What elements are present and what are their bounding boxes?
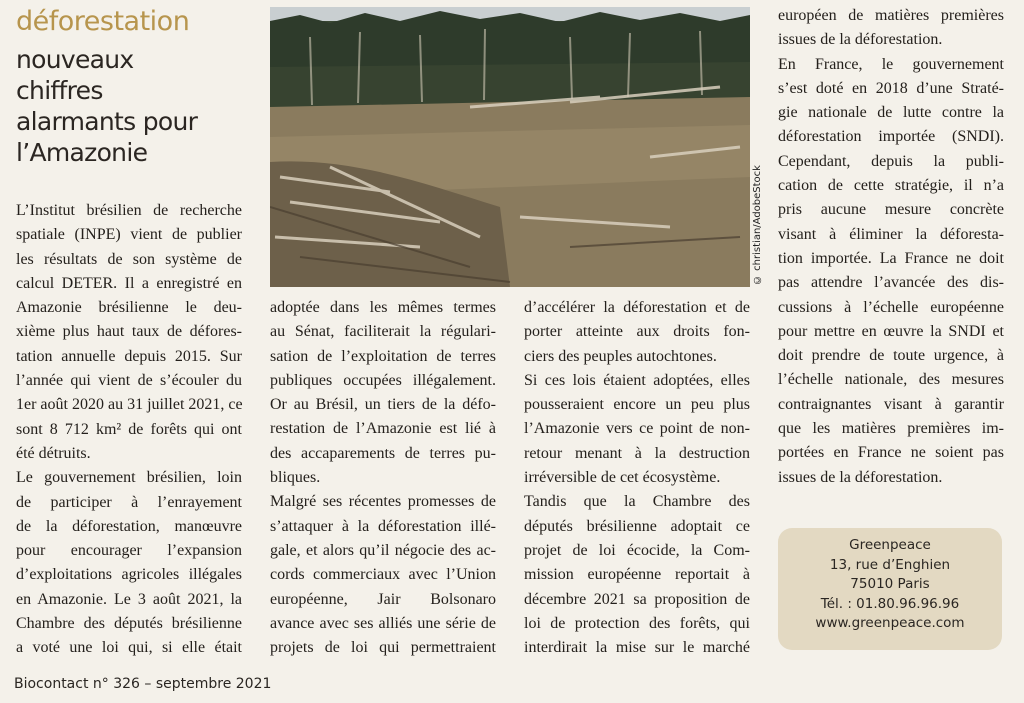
text-line: doit prendre de toute urgence, à — [778, 347, 1004, 365]
text-line: Chambre des députés brésilienne — [16, 615, 242, 633]
text-line: retour menant à la destruction — [524, 444, 750, 462]
text-line: Le gouvernement brésilien, loin — [16, 469, 242, 487]
text-line: xième plus haut taux de défores- — [16, 323, 242, 341]
text-line: gie nationale de lutte contre la — [778, 104, 1004, 122]
title-line: l’Amazonie — [16, 138, 148, 167]
text-line: spatiale (INPE) vient de publier — [16, 226, 242, 244]
text-line: au Sénat, faciliterait la régulari- — [270, 323, 496, 341]
text-line: l’Amazonie vers ce point de non- — [524, 420, 750, 438]
text-line: été détruits. — [16, 444, 91, 462]
text-column-4 — [778, 4, 1004, 490]
text-line: tion importée. La France ne doit — [778, 249, 1004, 267]
text-line: Amazonie brésilienne le deu- — [16, 299, 242, 317]
text-line: pousseraient encore un peu plus — [524, 396, 750, 414]
page-footer: Biocontact n° 326 – septembre 2021 — [14, 676, 272, 692]
title-line: alarmants pour — [16, 107, 198, 136]
text-line: projets de loi qui permettraient — [270, 639, 496, 657]
text-line: sont 8 712 km² de forêts qui ont — [16, 420, 242, 438]
text-line: porter atteinte aux droits fon- — [524, 323, 750, 341]
text-line: des accaparements de terres pu- — [270, 444, 496, 462]
text-line: s’est doté en 2018 d’une Straté- — [778, 79, 1004, 97]
text-line: décembre 2021 sa proposition de — [524, 590, 750, 608]
contact-box — [778, 528, 1002, 650]
text-line: issues de la déforestation. — [778, 31, 943, 49]
text-line: d’accélérer la déforestation et de — [524, 299, 750, 316]
text-line: tation annuelle depuis 2015. Sur — [16, 347, 242, 365]
text-line: l’année qui vient de s’écouler du — [16, 372, 242, 390]
contact-org: Greenpeace — [849, 537, 931, 553]
contact-phone: Tél. : 01.80.96.96.96 — [820, 595, 960, 612]
text-line: mission européenne reportait à — [524, 566, 750, 584]
text-line: publiques occupées illégalement. — [270, 371, 496, 389]
photo-credit: © christian/AdobeStock — [752, 165, 763, 285]
text-line: portées en France ne soient pas — [778, 444, 1004, 462]
text-line: cussions à l’échelle européenne — [778, 298, 1004, 316]
text-line: l’échelle nationale, des mesures — [778, 371, 1004, 389]
contact-website: www.greenpeace.com — [815, 615, 965, 631]
text-line: Si ces lois étaient adoptées, elles — [524, 371, 750, 389]
section-kicker: déforestation — [16, 6, 190, 37]
contact-street: 13, rue d’Enghien — [829, 556, 951, 573]
text-line: projet de loi écocide, la Com- — [524, 541, 750, 559]
text-line: adoptée dans les mêmes termes — [270, 299, 496, 316]
title-line: nouveaux — [16, 45, 134, 74]
text-line: sation de l’exploitation de terres — [270, 347, 496, 365]
text-line: bliques. — [270, 469, 321, 487]
text-column-1 — [16, 199, 242, 661]
text-line: européen de matières premières — [778, 7, 1004, 24]
text-line: Malgré ses récentes promesses de — [270, 493, 496, 511]
text-line: de participer à l’enrayement — [16, 493, 242, 511]
contact-city: 75010 Paris — [850, 576, 930, 592]
text-line: Tandis que la Chambre des — [524, 493, 750, 511]
text-line: En France, le gouvernement — [778, 55, 1004, 73]
text-line: calcul DETER. Il a enregistré en — [16, 274, 242, 292]
title-line: chiffres — [16, 76, 103, 105]
text-line: déforestation importée (SNDI). — [778, 128, 1004, 146]
text-line: que les matières premières im- — [778, 420, 1004, 438]
text-line: gale, et alors qu’il négocie des ac- — [270, 541, 496, 559]
text-line: Or au Brésil, un tiers de la défo- — [270, 396, 496, 414]
text-line: contraignantes visant à garantir — [778, 395, 1004, 413]
text-column-2 — [270, 296, 496, 660]
text-line: d’exploitations agricoles illégales — [16, 566, 242, 584]
article-title — [16, 44, 266, 168]
text-line: Cependant, depuis la publi- — [778, 152, 1004, 170]
text-line: en Amazonie. Le 3 août 2021, la — [16, 590, 242, 608]
text-line: avance avec ses alliés une série de — [270, 614, 496, 632]
text-line: de la déforestation, manœuvre — [16, 517, 242, 535]
text-line: restation de l’Amazonie est lié à — [270, 420, 496, 438]
text-line: pour mettre en œuvre la SNDI et — [778, 322, 1004, 340]
text-line: députés brésilienne adoptait ce — [524, 517, 750, 535]
text-line: L’Institut brésilien de recherche — [16, 202, 242, 219]
text-line: interdirait la mise sur le marché — [524, 639, 750, 657]
text-line: cords commerciaux avec l’Union — [270, 566, 496, 584]
text-line: ciers des peuples autochtones. — [524, 347, 717, 365]
text-line: visant à éliminer la déforesta- — [778, 225, 1004, 243]
text-line: loi de protection des forêts, qui — [524, 614, 750, 632]
text-column-3 — [524, 296, 750, 660]
text-line: issues de la déforestation. — [778, 468, 943, 486]
text-line: a voté une loi qui, si elle était — [16, 639, 242, 657]
text-line: pour encourager l’expansion — [16, 542, 242, 560]
text-line: pris aucune mesure concrète — [778, 201, 1004, 219]
text-line: 1er août 2020 au 31 juillet 2021, ce — [16, 396, 243, 414]
text-line: cation de cette stratégie, il n’a — [778, 177, 1004, 195]
text-line: les résultats de son système de — [16, 250, 242, 268]
text-line: européenne, Jair Bolsonaro — [270, 590, 496, 608]
text-line: s’attaquer à la déforestation illé- — [270, 517, 496, 535]
deforestation-photo — [270, 7, 750, 287]
text-line: pas attendre l’avancée des dis- — [778, 274, 1004, 292]
text-line: irréversible de cet écosystème. — [524, 469, 721, 487]
